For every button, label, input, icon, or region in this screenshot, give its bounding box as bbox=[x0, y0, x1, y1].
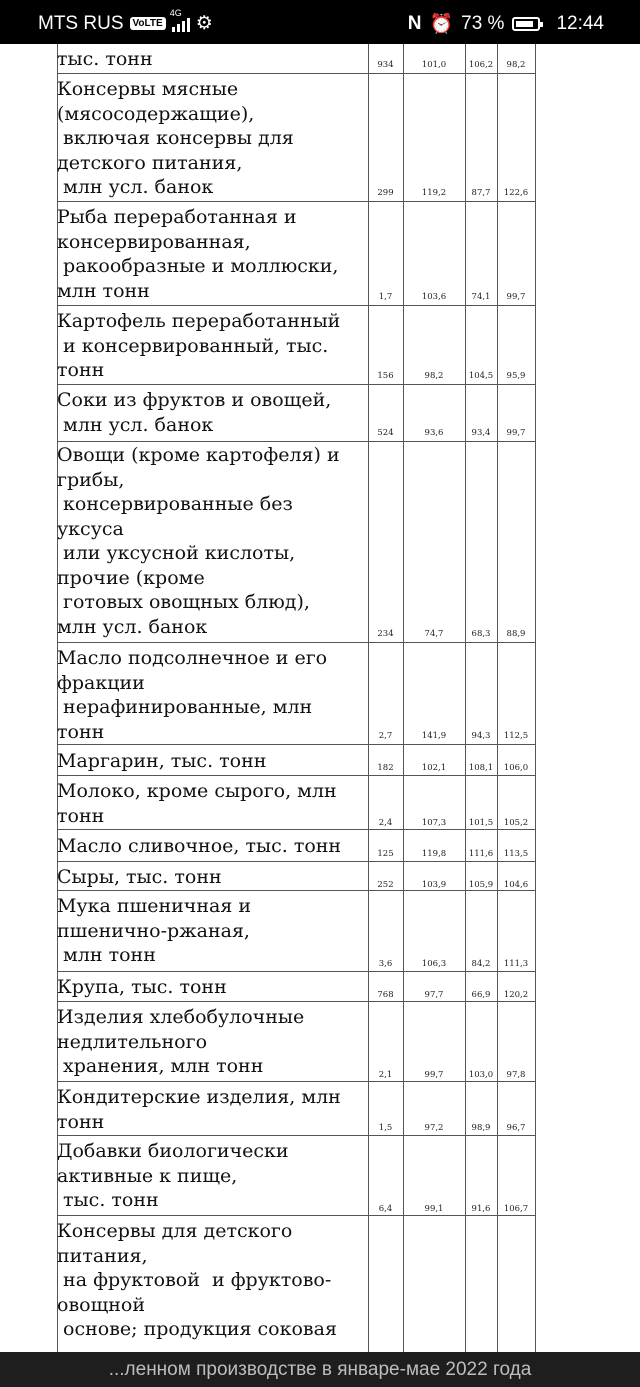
row-label: Молоко, кроме сырого, млн тонн bbox=[57, 780, 337, 827]
value-yoy: 97,7 bbox=[424, 990, 444, 1000]
status-right bbox=[408, 12, 604, 36]
table-row bbox=[57, 829, 536, 861]
table-row bbox=[57, 384, 536, 441]
table-row bbox=[57, 1215, 536, 1352]
row-label: Кондитерские изделия, млн тонн bbox=[57, 1086, 341, 1133]
row-label: Маргарин, тыс. тонн bbox=[57, 750, 267, 772]
row-label: Картофель переработанный и консервированный, тыс. тонн bbox=[57, 310, 341, 381]
value-prev: 120,2 bbox=[503, 990, 529, 1000]
value-2022: 2,1 bbox=[378, 1070, 393, 1080]
value-2022: 768 bbox=[377, 990, 394, 1000]
table-row bbox=[57, 201, 536, 305]
value-yoy: 119,2 bbox=[421, 188, 447, 198]
battery-percent: 73 % bbox=[461, 13, 505, 34]
value-prev: 99,7 bbox=[506, 428, 526, 438]
row-label: Изделия хлебобулочные недлительного хранения, млн тонн bbox=[57, 1006, 305, 1077]
value-2022: 234 bbox=[377, 629, 394, 639]
value-month: 103,0 bbox=[468, 1070, 494, 1080]
value-prev: 95,9 bbox=[506, 371, 526, 381]
value-2022: 1,5 bbox=[378, 1123, 393, 1133]
value-month: 87,7 bbox=[471, 188, 491, 198]
table-row bbox=[57, 441, 536, 642]
value-2022: 125 bbox=[377, 849, 394, 859]
value-prev: 113,5 bbox=[503, 849, 529, 859]
value-month: 101,5 bbox=[468, 818, 494, 828]
value-yoy: 99,7 bbox=[424, 1070, 444, 1080]
row-label: Добавки биологически активные к пище, тыс. тонн bbox=[57, 1140, 289, 1211]
value-month: 108,1 bbox=[468, 763, 494, 773]
signal-icon bbox=[169, 7, 190, 32]
row-label: Консервы для детского питания, на фруктовой и фруктово- овощной основе; продукция соковая bbox=[57, 1220, 337, 1340]
value-yoy: 93,6 bbox=[424, 428, 444, 438]
table-row bbox=[57, 305, 536, 384]
row-label: Сыры, тыс. тонн bbox=[57, 866, 222, 888]
value-month: 66,9 bbox=[471, 990, 491, 1000]
value-yoy: 141,9 bbox=[421, 731, 447, 741]
row-label: Масло подсолнечное и его фракции нерафинированные, млн тонн bbox=[57, 647, 328, 743]
value-month: 84,2 bbox=[471, 959, 491, 969]
table-row bbox=[57, 44, 536, 73]
value-prev: 99,7 bbox=[506, 292, 526, 302]
value-yoy: 119,8 bbox=[421, 849, 447, 859]
table-row bbox=[57, 642, 536, 744]
table-row bbox=[57, 775, 536, 829]
value-month: 68,3 bbox=[471, 629, 491, 639]
value-yoy: 74,7 bbox=[424, 629, 444, 639]
value-month: 93,4 bbox=[471, 428, 491, 438]
value-2022: 934 bbox=[377, 60, 394, 70]
row-label: Мука пшеничная и пшенично-ржаная, млн тонн bbox=[57, 895, 252, 966]
value-2022: 2,7 bbox=[378, 731, 393, 741]
value-yoy: 107,3 bbox=[421, 818, 447, 828]
row-label: тыс. тонн bbox=[57, 48, 153, 70]
network-type: 4G bbox=[169, 7, 182, 18]
value-prev: 106,7 bbox=[503, 1204, 529, 1214]
page-caption: ...ленном производстве в январе-мае 2022 года bbox=[108, 1359, 532, 1380]
value-prev: 122,6 bbox=[503, 188, 529, 198]
alarm-icon: ⏰ bbox=[429, 14, 454, 35]
value-2022: 524 bbox=[377, 428, 394, 438]
row-label: Консервы мясные (мясосодержащие), включая консервы для детского питания, млн усл. банок bbox=[57, 78, 294, 198]
row-label: Соки из фруктов и овощей, млн усл. банок bbox=[57, 389, 332, 436]
table-row bbox=[57, 1081, 536, 1135]
table-row bbox=[57, 971, 536, 1001]
value-month: 91,6 bbox=[471, 1204, 491, 1214]
value-month: 104,5 bbox=[468, 371, 494, 381]
row-label: Масло сливочное, тыс. тонн bbox=[57, 835, 342, 857]
gear-icon: ⚙ bbox=[195, 13, 213, 34]
value-yoy: 99,1 bbox=[424, 1204, 444, 1214]
value-prev: 96,7 bbox=[506, 1123, 526, 1133]
value-yoy: 102,1 bbox=[421, 763, 447, 773]
value-2022: 182 bbox=[377, 763, 394, 773]
table-row bbox=[57, 1135, 536, 1215]
value-prev: 104,6 bbox=[503, 880, 529, 890]
production-table bbox=[0, 44, 640, 1352]
value-yoy: 103,9 bbox=[421, 880, 447, 890]
value-prev: 98,2 bbox=[506, 60, 526, 70]
value-2022: 299 bbox=[377, 188, 394, 198]
clock-time: 12:44 bbox=[556, 13, 604, 34]
value-yoy: 97,2 bbox=[424, 1123, 444, 1133]
value-month: 106,2 bbox=[468, 60, 494, 70]
table-row bbox=[57, 861, 536, 890]
volte-badge: VoLTE bbox=[130, 17, 166, 30]
carrier-name: MTS RUS bbox=[38, 12, 124, 34]
value-prev: 88,9 bbox=[506, 629, 526, 639]
value-month: 111,6 bbox=[468, 849, 494, 859]
value-2022: 1,7 bbox=[378, 292, 393, 302]
value-month: 98,9 bbox=[471, 1123, 491, 1133]
value-2022: 252 bbox=[377, 880, 394, 890]
table-row bbox=[57, 744, 536, 775]
value-month: 105,9 bbox=[468, 880, 494, 890]
value-2022: 156 bbox=[377, 371, 394, 381]
value-2022: 2,4 bbox=[378, 818, 393, 828]
value-month: 74,1 bbox=[471, 292, 491, 302]
value-prev: 106,0 bbox=[503, 763, 529, 773]
value-2022: 6,4 bbox=[378, 1204, 393, 1214]
row-label: Крупа, тыс. тонн bbox=[57, 976, 227, 998]
row-label: Овощи (кроме картофеля) и грибы, консервированные без уксуса или уксусной кислоты, прочие (кроме готовых овощных блюд), млн усл. банок bbox=[57, 444, 340, 638]
value-prev: 105,2 bbox=[503, 818, 529, 828]
status-bar bbox=[0, 0, 640, 44]
value-yoy: 103,6 bbox=[421, 292, 447, 302]
value-yoy: 101,0 bbox=[421, 60, 447, 70]
value-prev: 111,3 bbox=[503, 959, 529, 969]
value-2022: 3,6 bbox=[378, 959, 393, 969]
value-month: 94,3 bbox=[471, 731, 491, 741]
value-yoy: 98,2 bbox=[424, 371, 444, 381]
row-label: Рыба переработанная и консервированная, ракообразные и моллюски, млн тонн bbox=[57, 206, 339, 302]
battery-icon bbox=[512, 17, 540, 31]
value-prev: 97,8 bbox=[506, 1070, 526, 1080]
status-left bbox=[38, 7, 213, 35]
value-yoy: 106,3 bbox=[421, 959, 447, 969]
table-row bbox=[57, 890, 536, 971]
table-row bbox=[57, 1001, 536, 1081]
value-prev: 112,5 bbox=[503, 731, 529, 741]
page-caption-bar[interactable] bbox=[0, 1352, 640, 1387]
nfc-icon: N bbox=[407, 13, 422, 34]
table-row bbox=[57, 73, 536, 201]
